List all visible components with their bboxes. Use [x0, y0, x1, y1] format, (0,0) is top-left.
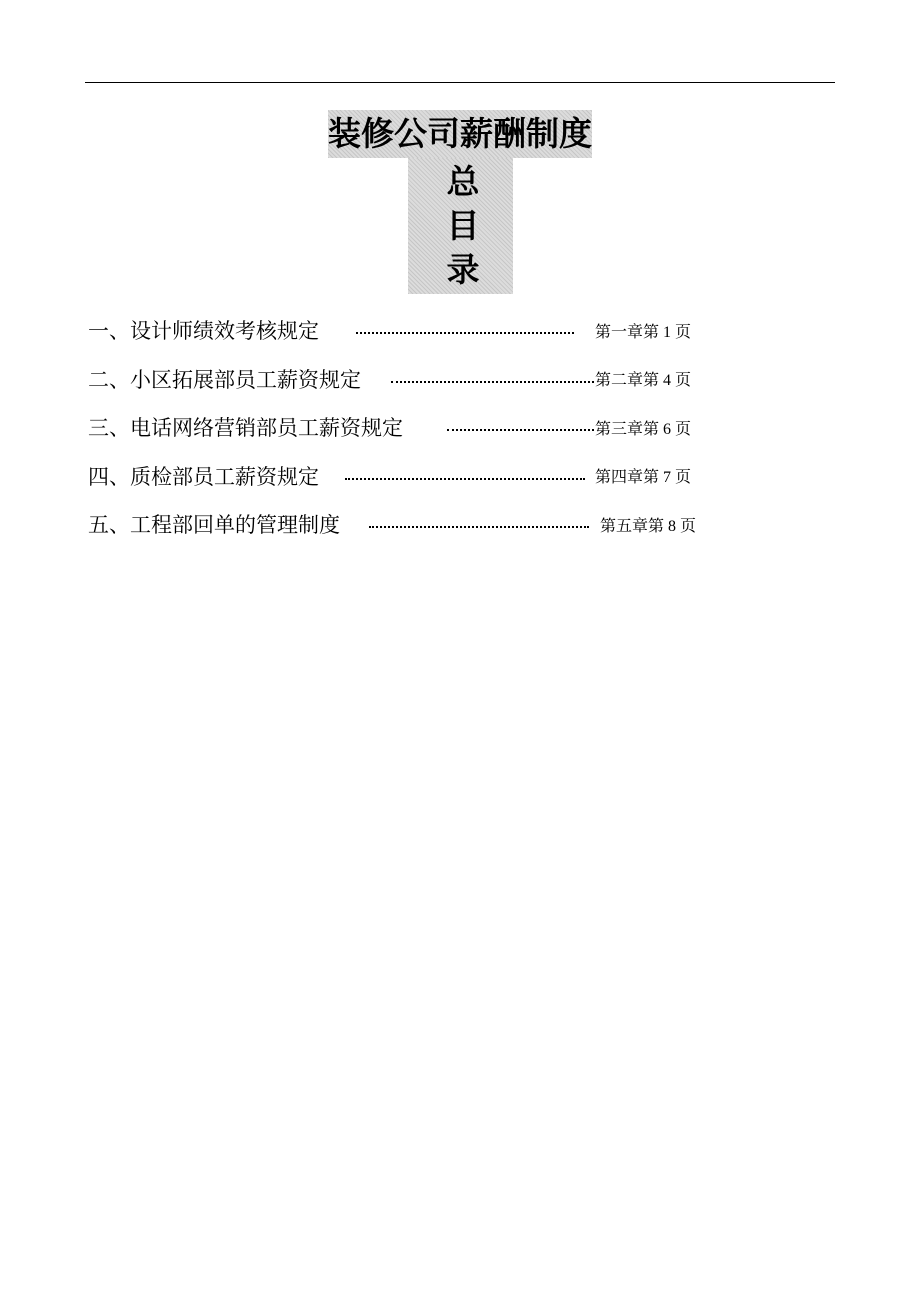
toc-heading-char-3: 录	[446, 250, 550, 289]
toc-entry[interactable]	[88, 306, 728, 355]
toc-dot-leader	[356, 332, 574, 334]
toc-dot-leader	[369, 526, 589, 528]
toc-dot-leader	[391, 381, 594, 383]
toc-entry-label: 四、质检部员工薪资规定	[88, 464, 319, 489]
table-of-contents	[88, 306, 728, 549]
toc-entry-page: 第二章第 4 页	[595, 372, 692, 390]
toc-entry-page: 第三章第 6 页	[595, 420, 692, 438]
toc-dot-leader	[447, 429, 594, 431]
toc-entry-label: 五、工程部回单的管理制度	[88, 513, 340, 538]
toc-entry-label: 一、设计师绩效考核规定	[88, 319, 319, 344]
header-rule	[85, 82, 835, 83]
toc-entry[interactable]	[88, 355, 728, 404]
toc-heading-char-1: 总	[446, 162, 550, 201]
toc-entry-page: 第一章第 1 页	[595, 323, 692, 341]
document-title: 装修公司薪酬制度	[328, 110, 592, 158]
toc-entry[interactable]	[88, 500, 728, 549]
toc-heading	[408, 158, 550, 294]
toc-entry[interactable]	[88, 403, 728, 452]
toc-entry-page: 第五章第 8 页	[600, 517, 697, 535]
toc-entry-page: 第四章第 7 页	[595, 469, 692, 487]
toc-entry[interactable]	[88, 452, 728, 501]
toc-heading-char-2: 目	[446, 206, 550, 245]
title-block	[0, 110, 920, 294]
toc-entry-label: 二、小区拓展部员工薪资规定	[88, 367, 361, 392]
toc-dot-leader	[345, 478, 585, 480]
toc-entry-label: 三、电话网络营销部员工薪资规定	[88, 416, 403, 441]
